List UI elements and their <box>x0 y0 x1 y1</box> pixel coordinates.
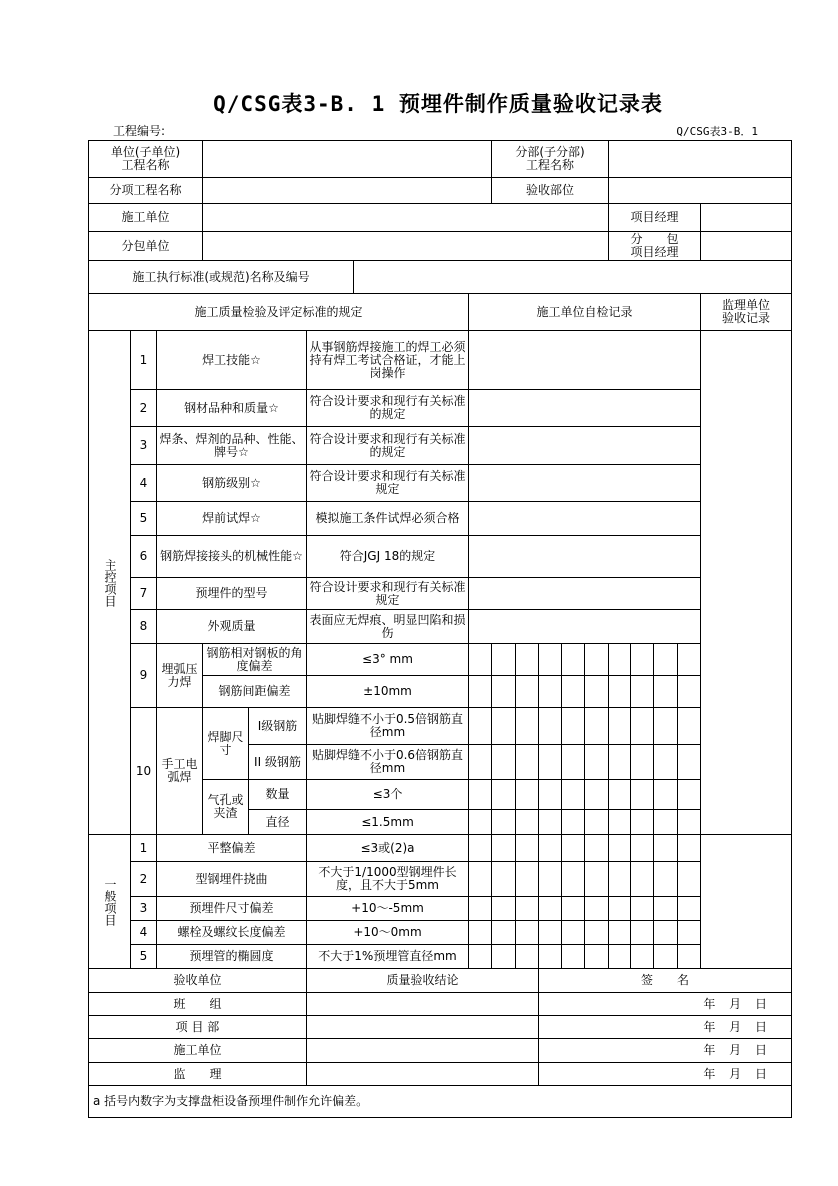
measurement-cell[interactable] <box>491 944 516 969</box>
measurement-cell[interactable] <box>538 861 562 897</box>
main-item-standard: 符合设计要求和现行有关标准的规定 <box>306 426 469 465</box>
main-item-standard: 符合设计要求和现行有关标准规定 <box>306 464 469 502</box>
measurement-cell[interactable] <box>608 944 631 969</box>
measurement-cell[interactable] <box>584 920 609 945</box>
general-item-no: 3 <box>130 896 157 921</box>
sub-item-standard: ±10mm <box>306 675 469 708</box>
standard-field[interactable] <box>353 260 792 294</box>
signoff-header-signature: 签 名 <box>538 968 792 993</box>
measurement-cell[interactable] <box>608 675 631 708</box>
main-item-self-check[interactable] <box>468 389 701 427</box>
measurement-cell[interactable] <box>630 744 654 780</box>
general-item-standard: ≤3或(2)a <box>306 834 469 862</box>
measurement-cell[interactable] <box>491 861 516 897</box>
measurement-cell[interactable] <box>584 707 609 745</box>
measurement-cell[interactable] <box>630 809 654 835</box>
measurement-cell[interactable] <box>653 809 678 835</box>
measurement-cell[interactable] <box>584 834 609 862</box>
main-item-standard: 符合设计要求和现行有关标准的规定 <box>306 389 469 427</box>
measurement-cell[interactable] <box>515 744 539 780</box>
measurement-cell[interactable] <box>630 675 654 708</box>
measurement-cell[interactable] <box>608 861 631 897</box>
measurement-cell[interactable] <box>468 809 492 835</box>
signoff-conclusion-field[interactable] <box>306 1062 539 1086</box>
measurement-cell[interactable] <box>538 920 562 945</box>
general-item-name: 预埋件尺寸偏差 <box>156 896 307 921</box>
signoff-date[interactable]: 年 月 日 <box>538 1062 792 1086</box>
measurement-cell[interactable] <box>584 643 609 676</box>
general-item-name: 螺栓及螺纹长度偏差 <box>156 920 307 945</box>
measurement-cell[interactable] <box>538 896 562 921</box>
measurement-cell[interactable] <box>653 779 678 810</box>
measurement-cell[interactable] <box>584 675 609 708</box>
main-item-standard: 从事钢筋焊接施工的焊工必须持有焊工考试合格证，才能上岗操作 <box>306 330 469 390</box>
measurement-cell[interactable] <box>677 707 701 745</box>
main-item-name: 钢材品种和质量☆ <box>156 389 307 427</box>
supervision-general-field[interactable] <box>700 834 792 969</box>
main-item-name: 预埋件的型号 <box>156 577 307 610</box>
standard-label: 施工执行标准(或规范)名称及编号 <box>88 260 354 294</box>
measurement-cell[interactable] <box>608 779 631 810</box>
sub-item-name: 钢筋相对钢板的角度偏差 <box>202 643 307 676</box>
sub-group-name: 气孔或夹渣 <box>202 779 249 835</box>
measurement-cell[interactable] <box>515 707 539 745</box>
main-item-no: 6 <box>130 535 157 578</box>
measurement-cell[interactable] <box>608 707 631 745</box>
measurement-cell[interactable] <box>677 779 701 810</box>
general-item-name: 型钢埋件挠曲 <box>156 861 307 897</box>
measurement-cell[interactable] <box>468 920 492 945</box>
acceptance-part-label: 验收部位 <box>491 177 609 204</box>
measurement-cell[interactable] <box>608 834 631 862</box>
sub-group-name: 焊脚尺寸 <box>202 707 249 780</box>
measurement-cell[interactable] <box>515 920 539 945</box>
measurement-cell[interactable] <box>491 834 516 862</box>
signoff-header-conclusion: 质量验收结论 <box>306 968 539 993</box>
measurement-cell[interactable] <box>538 744 562 780</box>
measurement-cell[interactable] <box>677 861 701 897</box>
measurement-cell[interactable] <box>491 779 516 810</box>
measurement-cell[interactable] <box>630 834 654 862</box>
project-manager-field[interactable] <box>700 203 792 232</box>
general-item-name: 平整偏差 <box>156 834 307 862</box>
main-item-no: 7 <box>130 577 157 610</box>
measurement-cell[interactable] <box>561 643 585 676</box>
main-item-self-check[interactable] <box>468 464 701 502</box>
measurement-cell[interactable] <box>561 809 585 835</box>
measurement-cell[interactable] <box>584 861 609 897</box>
measurement-cell[interactable] <box>584 809 609 835</box>
measurement-cell[interactable] <box>515 675 539 708</box>
measurement-cell[interactable] <box>468 834 492 862</box>
contractor-field[interactable] <box>202 203 609 232</box>
measurement-cell[interactable] <box>561 675 585 708</box>
measurement-cell[interactable] <box>677 920 701 945</box>
sub-item-name: I级钢筋 <box>248 707 307 745</box>
main-item-no: 10 <box>130 707 157 835</box>
main-item-name: 钢筋焊接接头的机械性能☆ <box>156 535 307 578</box>
main-item-standard: 符合设计要求和现行有关标准规定 <box>306 577 469 610</box>
measurement-cell[interactable] <box>630 707 654 745</box>
main-item-standard: 模拟施工条件试焊必须合格 <box>306 501 469 536</box>
measurement-cell[interactable] <box>608 920 631 945</box>
signoff-unit: 项 目 部 <box>88 1015 307 1039</box>
main-item-name: 手工电弧焊 <box>156 707 203 835</box>
sub-pm-field[interactable] <box>700 231 792 261</box>
form-title: Q/CSG表3-B. 1 预埋件制作质量验收记录表 <box>213 92 663 116</box>
main-item-self-check[interactable] <box>468 426 701 465</box>
sub-item-name: 钢筋间距偏差 <box>202 675 307 708</box>
measurement-cell[interactable] <box>491 896 516 921</box>
measurement-cell[interactable] <box>630 920 654 945</box>
measurement-cell[interactable] <box>538 675 562 708</box>
contractor-label: 施工单位 <box>88 203 203 232</box>
sub-item-name: II 级钢筋 <box>248 744 307 780</box>
signoff-conclusion-field[interactable] <box>306 992 539 1016</box>
measurement-cell[interactable] <box>677 896 701 921</box>
measurement-cell[interactable] <box>491 809 516 835</box>
main-item-self-check[interactable] <box>468 577 701 610</box>
main-control-label: 主控项目 <box>88 330 131 835</box>
measurement-cell[interactable] <box>515 896 539 921</box>
signoff-header-unit: 验收单位 <box>88 968 307 993</box>
measurement-cell[interactable] <box>584 779 609 810</box>
measurement-cell[interactable] <box>653 834 678 862</box>
measurement-cell[interactable] <box>561 744 585 780</box>
measurement-cell[interactable] <box>515 643 539 676</box>
measurement-cell[interactable] <box>491 920 516 945</box>
sub-item-standard: ≤3° mm <box>306 643 469 676</box>
measurement-cell[interactable] <box>584 744 609 780</box>
measurement-cell[interactable] <box>677 834 701 862</box>
measurement-cell[interactable] <box>561 779 585 810</box>
measurement-cell[interactable] <box>491 744 516 780</box>
main-item-no: 8 <box>130 609 157 644</box>
measurement-cell[interactable] <box>561 861 585 897</box>
measurement-cell[interactable] <box>653 744 678 780</box>
measurement-cell[interactable] <box>468 675 492 708</box>
measurement-cell[interactable] <box>491 675 516 708</box>
signoff-conclusion-field[interactable] <box>306 1038 539 1063</box>
measurement-cell[interactable] <box>584 896 609 921</box>
measurement-cell[interactable] <box>468 944 492 969</box>
form-code: Q/CSG表3-B．1 <box>676 125 758 138</box>
general-item-no: 1 <box>130 834 157 862</box>
general-item-no: 5 <box>130 944 157 969</box>
subcontractor-field[interactable] <box>202 231 609 261</box>
signoff-unit: 班 组 <box>88 992 307 1016</box>
measurement-cell[interactable] <box>468 643 492 676</box>
sub-pm-label: 分 包 项目经理 <box>608 231 701 261</box>
main-item-no: 1 <box>130 330 157 390</box>
measurement-cell[interactable] <box>515 861 539 897</box>
general-item-standard: 不大于1%预埋管直径mm <box>306 944 469 969</box>
main-item-self-check[interactable] <box>468 330 701 390</box>
measurement-cell[interactable] <box>538 643 562 676</box>
measurement-cell[interactable] <box>561 944 585 969</box>
measurement-cell[interactable] <box>677 643 701 676</box>
main-item-name: 焊条、焊剂的品种、性能、牌号☆ <box>156 426 307 465</box>
measurement-cell[interactable] <box>653 944 678 969</box>
measurement-cell[interactable] <box>608 809 631 835</box>
item-name-field[interactable] <box>202 177 492 204</box>
main-item-no: 2 <box>130 389 157 427</box>
main-item-name: 外观质量 <box>156 609 307 644</box>
measurement-cell[interactable] <box>468 744 492 780</box>
measurement-cell[interactable] <box>561 896 585 921</box>
measurement-cell[interactable] <box>653 896 678 921</box>
measurement-cell[interactable] <box>653 861 678 897</box>
main-item-name: 钢筋级别☆ <box>156 464 307 502</box>
measurement-cell[interactable] <box>538 707 562 745</box>
sub-division-field[interactable] <box>608 140 792 178</box>
measurement-cell[interactable] <box>630 944 654 969</box>
measurement-cell[interactable] <box>515 779 539 810</box>
signoff-date[interactable]: 年 月 日 <box>538 1015 792 1039</box>
measurement-cell[interactable] <box>653 643 678 676</box>
main-item-self-check[interactable] <box>468 501 701 536</box>
item-name-label: 分项工程名称 <box>88 177 203 204</box>
measurement-cell[interactable] <box>561 707 585 745</box>
main-item-self-check[interactable] <box>468 609 701 644</box>
general-item-standard: +10～-5mm <box>306 896 469 921</box>
measurement-cell[interactable] <box>561 920 585 945</box>
unit-name-field[interactable] <box>202 140 492 178</box>
measurement-cell[interactable] <box>468 779 492 810</box>
main-item-no: 4 <box>130 464 157 502</box>
signoff-unit: 施工单位 <box>88 1038 307 1063</box>
measurement-cell[interactable] <box>630 861 654 897</box>
footnote: a 括号内数字为支撑盘柜设备预埋件制作允许偏差。 <box>88 1085 792 1118</box>
general-item-no: 2 <box>130 861 157 897</box>
main-item-self-check[interactable] <box>468 535 701 578</box>
measurement-cell[interactable] <box>491 643 516 676</box>
acceptance-part-field[interactable] <box>608 177 792 204</box>
measurement-cell[interactable] <box>608 744 631 780</box>
sub-item-name: 数量 <box>248 779 307 810</box>
general-item-name: 预埋管的椭圆度 <box>156 944 307 969</box>
measurement-cell[interactable] <box>630 643 654 676</box>
main-item-no: 9 <box>130 643 157 708</box>
measurement-cell[interactable] <box>538 834 562 862</box>
measurement-cell[interactable] <box>653 675 678 708</box>
main-item-standard: 表面应无焊痕、明显凹陷和损伤 <box>306 609 469 644</box>
supervision-main-field[interactable] <box>700 330 792 835</box>
general-item-no: 4 <box>130 920 157 945</box>
column-supervision: 监理单位 验收记录 <box>700 293 792 331</box>
measurement-cell[interactable] <box>515 809 539 835</box>
measurement-cell[interactable] <box>653 707 678 745</box>
sub-division-label: 分部(子分部) 工程名称 <box>491 140 609 178</box>
measurement-cell[interactable] <box>538 779 562 810</box>
signoff-date[interactable]: 年 月 日 <box>538 1038 792 1063</box>
signoff-date[interactable]: 年 月 日 <box>538 992 792 1016</box>
sub-item-standard: ≤1.5mm <box>306 809 469 835</box>
measurement-cell[interactable] <box>630 896 654 921</box>
main-item-name: 埋弧压力焊 <box>156 643 203 708</box>
sub-item-standard: 贴脚焊缝不小于0.6倍钢筋直径mm <box>306 744 469 780</box>
measurement-cell[interactable] <box>515 944 539 969</box>
column-standard: 施工质量检验及评定标准的规定 <box>88 293 469 331</box>
measurement-cell[interactable] <box>538 944 562 969</box>
project-manager-label: 项目经理 <box>608 203 701 232</box>
measurement-cell[interactable] <box>491 707 516 745</box>
measurement-cell[interactable] <box>561 834 585 862</box>
unit-name-label: 单位(子单位) 工程名称 <box>88 140 203 178</box>
measurement-cell[interactable] <box>677 809 701 835</box>
signoff-conclusion-field[interactable] <box>306 1015 539 1039</box>
sub-item-standard: ≤3个 <box>306 779 469 810</box>
sub-item-name: 直径 <box>248 809 307 835</box>
project-number-label: 工程编号: <box>113 124 166 138</box>
general-item-standard: +10～0mm <box>306 920 469 945</box>
measurement-cell[interactable] <box>630 779 654 810</box>
measurement-cell[interactable] <box>538 809 562 835</box>
sub-item-standard: 贴脚焊缝不小于0.5倍钢筋直径mm <box>306 707 469 745</box>
main-item-standard: 符合JGJ 18的规定 <box>306 535 469 578</box>
measurement-cell[interactable] <box>468 896 492 921</box>
main-item-name: 焊工技能☆ <box>156 330 307 390</box>
measurement-cell[interactable] <box>584 944 609 969</box>
main-item-name: 焊前试焊☆ <box>156 501 307 536</box>
general-item-standard: 不大于1/1000型钢埋件长度，且不大于5mm <box>306 861 469 897</box>
measurement-cell[interactable] <box>677 744 701 780</box>
measurement-cell[interactable] <box>677 675 701 708</box>
measurement-cell[interactable] <box>515 834 539 862</box>
measurement-cell[interactable] <box>677 944 701 969</box>
signoff-unit: 监 理 <box>88 1062 307 1086</box>
measurement-cell[interactable] <box>608 643 631 676</box>
main-item-no: 5 <box>130 501 157 536</box>
general-items-label: 一般项目 <box>88 834 131 969</box>
measurement-cell[interactable] <box>468 861 492 897</box>
measurement-cell[interactable] <box>608 896 631 921</box>
subcontractor-label: 分包单位 <box>88 231 203 261</box>
column-self-check: 施工单位自检记录 <box>468 293 701 331</box>
main-item-no: 3 <box>130 426 157 465</box>
measurement-cell[interactable] <box>653 920 678 945</box>
measurement-cell[interactable] <box>468 707 492 745</box>
